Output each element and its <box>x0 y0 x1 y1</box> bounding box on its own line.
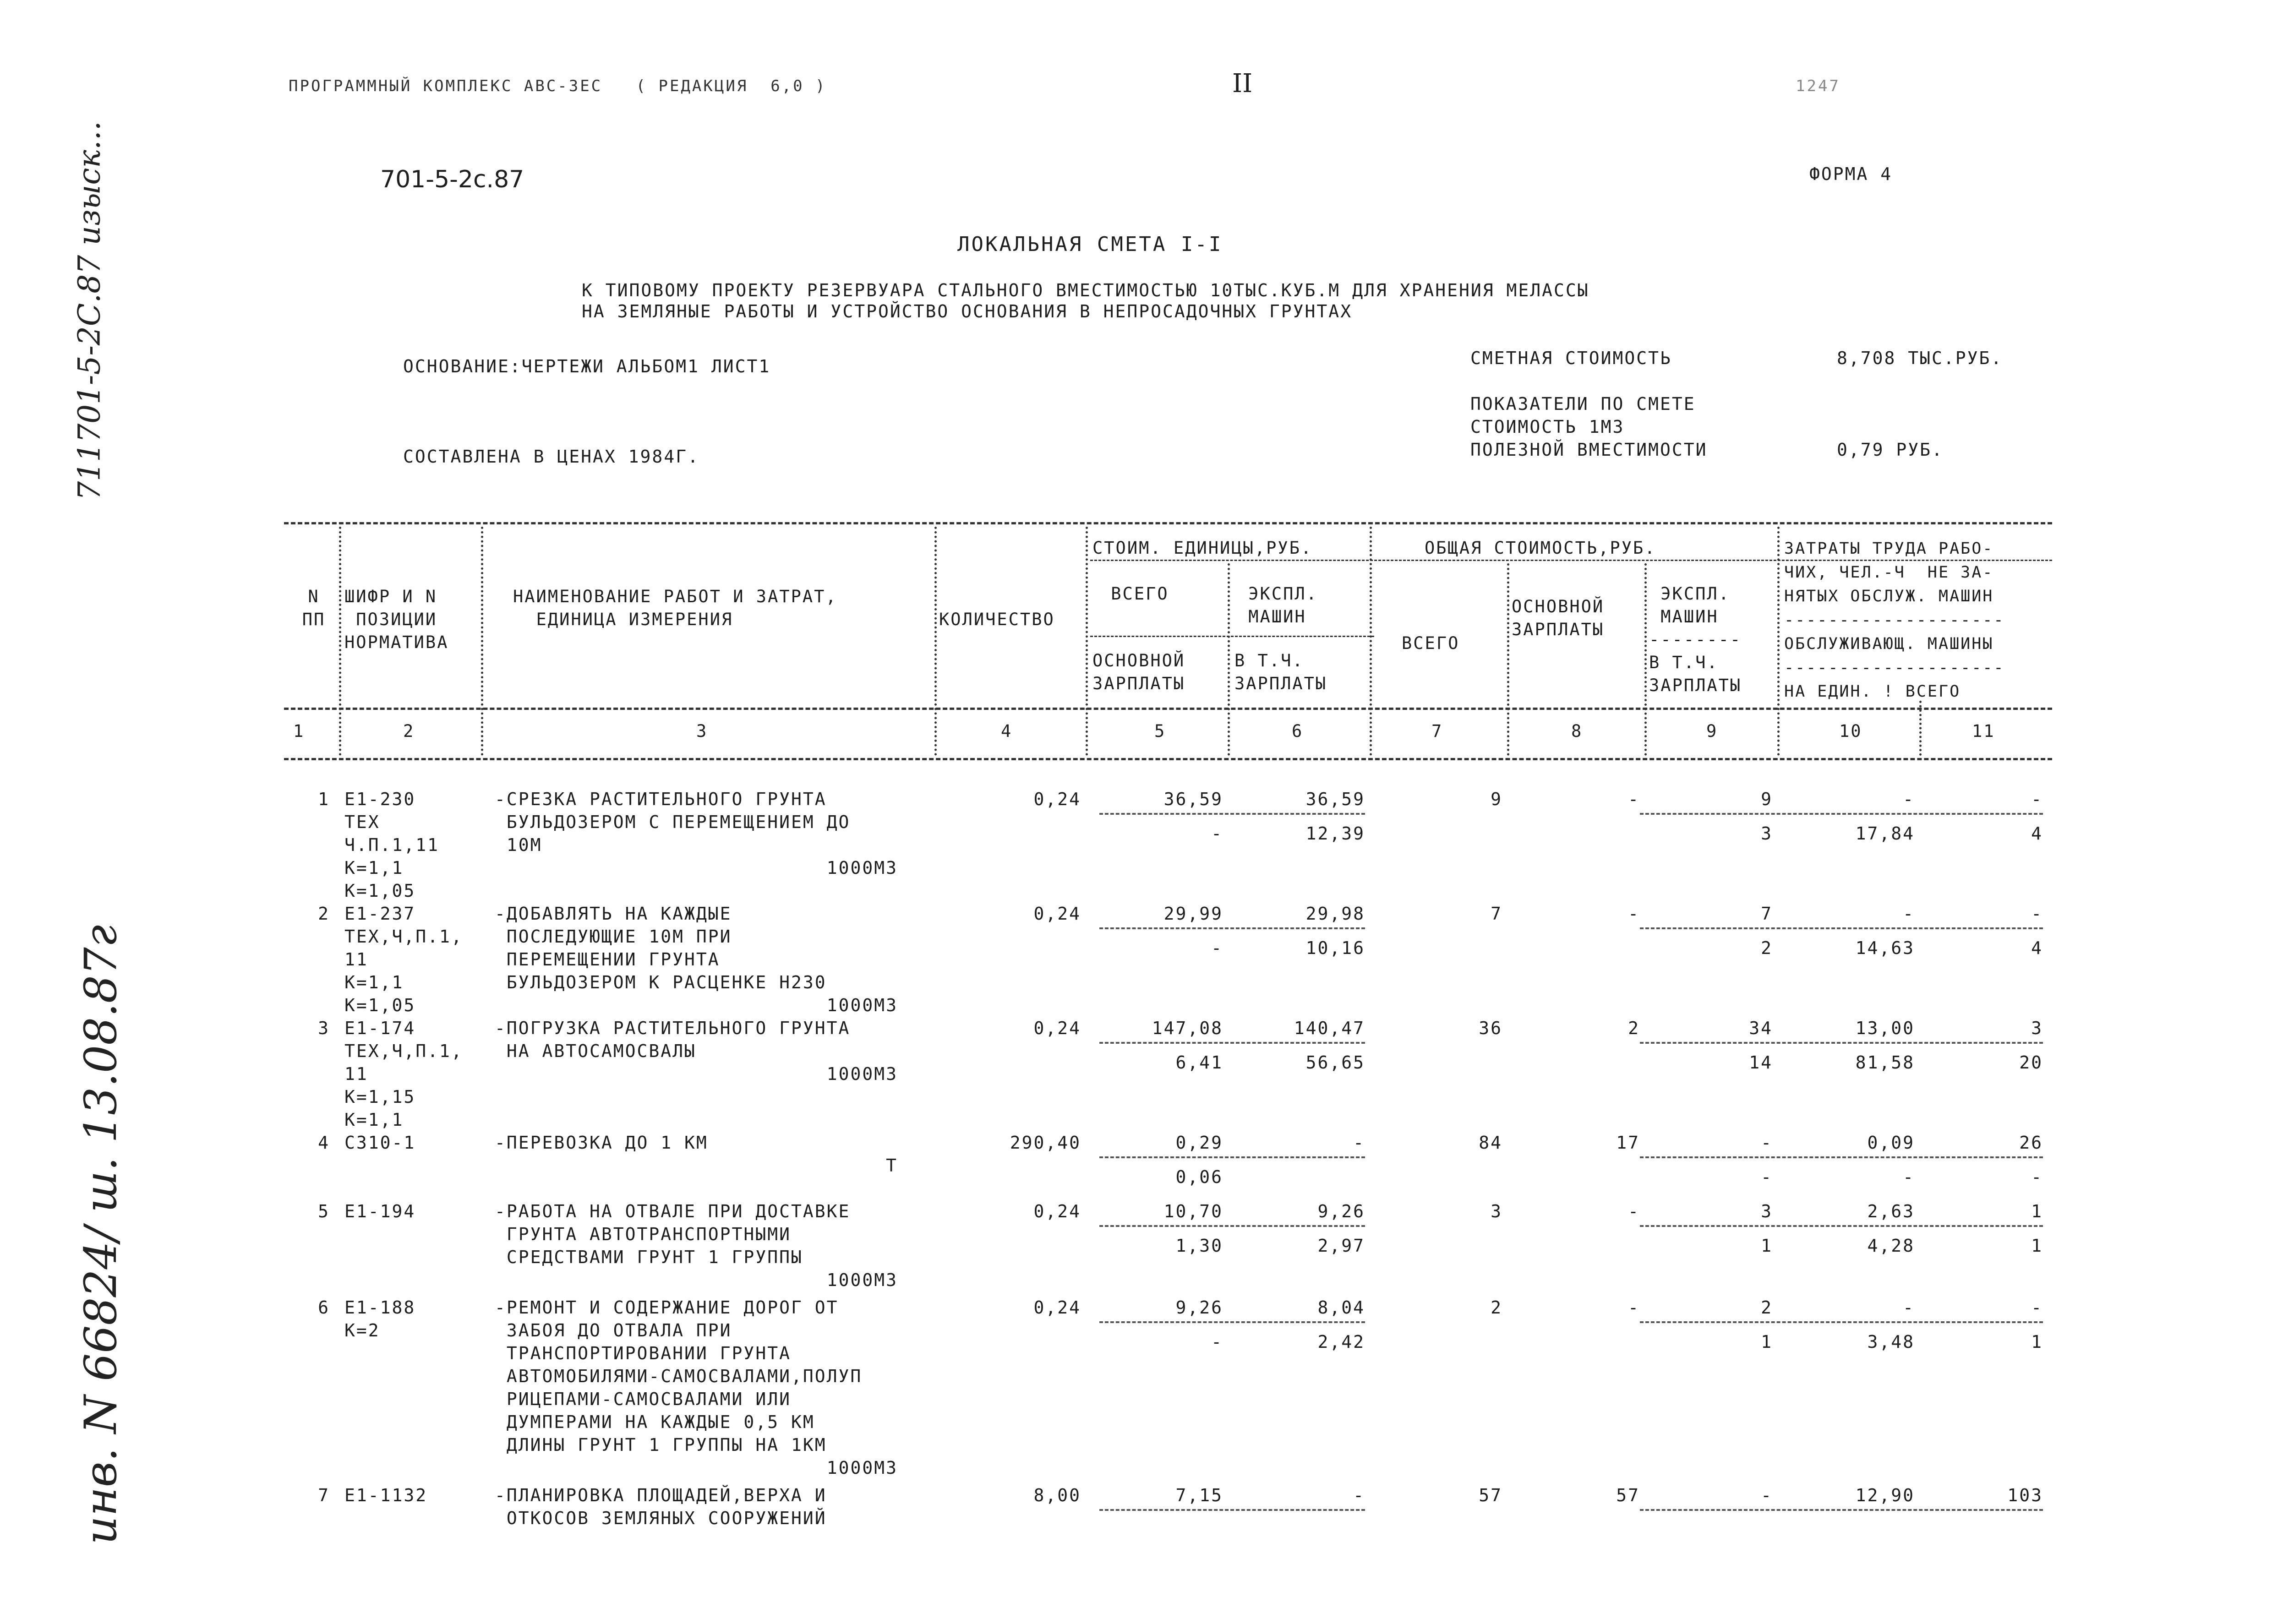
cell-row-number: 6 <box>318 1297 330 1318</box>
cell-unit-total: 7,15 <box>1175 1485 1223 1505</box>
cell-total-wages: - <box>1628 904 1640 924</box>
header-col-5a: ВСЕГО <box>1099 584 1169 604</box>
cell-total: 36 <box>1479 1018 1502 1038</box>
program-header: ПРОГРАММНЫЙ КОМПЛЕКС АВС-3ЕС ( РЕДАКЦИЯ 6,0 ) <box>289 77 827 95</box>
indicators-line-3: ПОЛЕЗНОЙ ВМЕСТИМОСТИ <box>1470 440 1708 460</box>
margin-note-top: 711701-5-2С.87 изыск... <box>71 121 107 501</box>
cell-total-wages: 2 <box>1628 1018 1640 1038</box>
indicators-line-1: ПОКАЗАТЕЛИ ПО СМЕТЕ <box>1470 394 1696 414</box>
cell-labor-total: - <box>2031 1297 2043 1318</box>
cell-divider <box>1099 1321 1365 1323</box>
col-number-5: 5 <box>1154 721 1166 741</box>
cell-labor-per-unit: - <box>1903 904 1915 924</box>
cell-labor-machines-total: - <box>2031 1167 2043 1187</box>
cell-divider <box>1640 927 2043 929</box>
cell-norm-code: С310-1 <box>344 1133 416 1153</box>
header-col-4: КОЛИЧЕСТВО <box>939 610 1055 629</box>
cell-total-machine-wages: 3 <box>1761 823 1773 844</box>
indicators-value: 0,79 РУБ. <box>1837 440 1944 460</box>
cell-total-machine-wages: 1 <box>1761 1236 1773 1256</box>
cell-labor-total: 3 <box>2031 1018 2043 1038</box>
cell-unit: Т <box>886 1155 898 1176</box>
form-label: ФОРМА 4 <box>1809 164 1893 184</box>
cell-total-machines: 7 <box>1761 904 1773 924</box>
col-number-3: 3 <box>696 721 708 741</box>
col-sep-6 <box>1370 527 1372 756</box>
cell-unit-total: 10,70 <box>1163 1201 1223 1221</box>
cell-labor-machines-total: 1 <box>2031 1332 2043 1352</box>
cell-divider <box>1099 1509 1365 1511</box>
cell-unit: 1000М3 <box>826 1064 898 1084</box>
cell-labor-total: 1 <box>2031 1201 2043 1221</box>
cell-total: 57 <box>1479 1485 1502 1505</box>
cell-total: 2 <box>1491 1297 1502 1318</box>
margin-note-bottom: инв. N 66824/ ш. 13.08.87г <box>75 925 126 1545</box>
cell-work-name: -РЕМОНТ И СОДЕРЖАНИЕ ДОРОГ ОТ ЗАБОЯ ДО ОТВАЛА ПРИ ТРАНСПОРТИРОВАНИИ ГРУНТА АВТОМОБИЛЯМИ-САМОСВАЛАМИ,ПОЛУП РИЦЕПАМИ-САМОСВАЛАМИ ИЛИ ДУМПЕРАМИ НА КАЖДЫЕ 0,5 КМ ДЛИНЫ ГРУНТ 1 ГРУППЫ НА 1КМ <box>495 1297 863 1455</box>
project-code: 701-5-2с.87 <box>380 166 524 193</box>
cell-labor-total: - <box>2031 789 2043 809</box>
cell-quantity: 290,40 <box>1010 1133 1081 1153</box>
estimated-cost-label: СМЕТНАЯ СТОИМОСТЬ <box>1470 348 1672 368</box>
cell-labor-per-unit: - <box>1903 789 1915 809</box>
cell-labor-machines-total: 4 <box>2031 823 2043 844</box>
header-group-labor: ЗАТРАТЫ ТРУДА РАБО- ЧИХ, ЧЕЛ.-Ч НЕ ЗА- НЯТЫХ ОБСЛУЖ. МАШИН -------------------- ОБСЛУЖИВАЮЩ. МАШИНЫ -------------------- НА ЕДИН. ! ВСЕГО <box>1784 540 2005 701</box>
cell-unit-total: 9,26 <box>1175 1297 1223 1318</box>
cell-divider <box>1099 1225 1365 1227</box>
col-sep-3 <box>934 527 937 756</box>
cell-work-name: -ДОБАВЛЯТЬ НА КАЖДЫЕ ПОСЛЕДУЮЩИЕ 10М ПРИ ПЕРЕМЕЩЕНИИ ГРУНТА БУЛЬДОЗЕРОМ К РАСЦЕНКЕ Н230 <box>495 904 827 992</box>
cell-row-number: 1 <box>318 789 330 809</box>
header-col-9: ЭКСПЛ. МАШИН -------- В Т.Ч. ЗАРПЛАТЫ <box>1649 584 1742 695</box>
page-number: II <box>1232 69 1253 98</box>
header-group-unit-cost: СТОИМ. ЕДИНИЦЫ,РУБ. <box>1092 538 1313 558</box>
cell-total: 84 <box>1479 1133 1502 1153</box>
cell-norm-code: Е1-237 ТЕХ,Ч,П.1, 11 К=1,1 К=1,05 <box>344 904 463 1015</box>
cell-total-wages: - <box>1628 789 1640 809</box>
cell-unit-wages: 1,30 <box>1175 1236 1223 1256</box>
cell-norm-code: Е1-188 К=2 <box>344 1297 416 1341</box>
cell-total-wages: 17 <box>1616 1133 1640 1153</box>
sheet-number: 1247 <box>1796 77 1841 95</box>
cell-quantity: 8,00 <box>1033 1485 1081 1505</box>
cell-work-name: -ПЛАНИРОВКА ПЛОЩАДЕЙ,ВЕРХА И ОТКОСОВ ЗЕМЛЯНЫХ СООРУЖЕНИЙ <box>495 1485 827 1528</box>
header-col-8: ОСНОВНОЙ ЗАРПЛАТЫ <box>1512 597 1605 639</box>
cell-work-name: -СРЕЗКА РАСТИТЕЛЬНОГО ГРУНТА БУЛЬДОЗЕРОМ С ПЕРЕМЕЩЕНИЕМ ДО 10М <box>495 789 851 855</box>
cell-total: 3 <box>1491 1201 1502 1221</box>
price-level-text: СОСТАВЛЕНА В ЦЕНАХ 1984Г. <box>403 447 699 467</box>
cell-total: 7 <box>1491 904 1502 924</box>
cell-quantity: 0,24 <box>1033 789 1081 809</box>
header-col-6b: В Т.Ч. ЗАРПЛАТЫ <box>1234 651 1327 693</box>
cell-divider <box>1640 1225 2043 1227</box>
cell-unit-machines: 9,26 <box>1317 1201 1365 1221</box>
cell-unit-machines: - <box>1353 1133 1365 1153</box>
cell-divider <box>1640 1509 2043 1511</box>
col-number-8: 8 <box>1571 721 1583 741</box>
cell-total-machines: - <box>1761 1133 1773 1153</box>
cell-divider <box>1640 1156 2043 1158</box>
cell-unit-total: 147,08 <box>1152 1018 1223 1038</box>
cell-labor-machines-per-unit: 17,84 <box>1855 823 1915 844</box>
header-col-2: ШИФР И N ПОЗИЦИИ НОРМАТИВА <box>344 587 449 652</box>
cell-unit-total: 29,99 <box>1163 904 1223 924</box>
col-sep-1 <box>339 527 341 756</box>
cell-norm-code: Е1-194 <box>344 1201 416 1221</box>
header-group-total-cost: ОБЩАЯ СТОИМОСТЬ,РУБ. <box>1425 538 1656 558</box>
cell-unit: 1000М3 <box>826 1270 898 1290</box>
cell-labor-machines-per-unit: 81,58 <box>1855 1052 1915 1073</box>
cell-row-number: 5 <box>318 1201 330 1221</box>
col-number-10: 10 <box>1839 721 1862 741</box>
cell-unit-wages: - <box>1211 1332 1223 1352</box>
cell-unit-machines: 8,04 <box>1317 1297 1365 1318</box>
cell-row-number: 7 <box>318 1485 330 1505</box>
cell-unit-machines: 140,47 <box>1294 1018 1365 1038</box>
header-col-1: N ПП <box>302 587 326 629</box>
cell-unit: 1000М3 <box>826 858 898 878</box>
cell-work-name: -РАБОТА НА ОТВАЛЕ ПРИ ДОСТАВКЕ ГРУНТА АВТОТРАНСПОРТНЫМИ СРЕДСТВАМИ ГРУНТ 1 ГРУППЫ <box>495 1201 851 1267</box>
header-col-5b: ОСНОВНОЙ ЗАРПЛАТЫ <box>1092 651 1185 693</box>
cell-total-machine-wages: 2 <box>1761 938 1773 958</box>
col-sep-4 <box>1086 527 1088 756</box>
cell-total-wages: - <box>1628 1297 1640 1318</box>
cell-unit-wages: 6,41 <box>1175 1052 1223 1073</box>
cell-divider <box>1099 1042 1365 1044</box>
indicators-line-2: СТОИМОСТЬ 1М3 <box>1470 417 1625 437</box>
document-subtitle-1: К ТИПОВОМУ ПРОЕКТУ РЕЗЕРВУАРА СТАЛЬНОГО ВМЕСТИМОСТЬЮ 10ТЫС.КУБ.М ДЛЯ ХРАНЕНИЯ МЕЛАССЫ <box>582 280 1589 300</box>
document-title: ЛОКАЛЬНАЯ СМЕТА I-I <box>957 233 1223 256</box>
col-number-9: 9 <box>1706 721 1718 741</box>
cell-unit-total: 36,59 <box>1163 789 1223 809</box>
cell-labor-machines-per-unit: - <box>1903 1167 1915 1187</box>
table-rule-head-bottom <box>284 708 2052 710</box>
cell-unit-wages: - <box>1211 938 1223 958</box>
col-number-1: 1 <box>293 721 305 741</box>
cell-unit-machines: - <box>1353 1485 1365 1505</box>
cell-total-machines: - <box>1761 1485 1773 1505</box>
cell-unit-machine-wages: 12,39 <box>1305 823 1365 844</box>
cell-row-number: 4 <box>318 1133 330 1153</box>
cell-labor-machines-total: 20 <box>2019 1052 2043 1073</box>
col-number-6: 6 <box>1292 721 1304 741</box>
cell-labor-machines-per-unit: 14,63 <box>1855 938 1915 958</box>
document-subtitle-2: НА ЗЕМЛЯНЫЕ РАБОТЫ И УСТРОЙСТВО ОСНОВАНИЯ В НЕПРОСАДОЧНЫХ ГРУНТАХ <box>582 301 1353 322</box>
cell-labor-per-unit: 12,90 <box>1855 1485 1915 1505</box>
cell-quantity: 0,24 <box>1033 1201 1081 1221</box>
cell-unit-wages: - <box>1211 823 1223 844</box>
cell-norm-code: Е1-230 ТЕХ Ч.П.1,11 К=1,1 К=1,05 <box>344 789 440 901</box>
table-rule-sub <box>1090 636 1374 637</box>
cell-divider <box>1640 813 2043 815</box>
cell-unit-machines: 29,98 <box>1305 904 1365 924</box>
cell-unit-machine-wages: 2,97 <box>1317 1236 1365 1256</box>
col-sep-2 <box>481 527 483 756</box>
table-rule-nums-bottom <box>284 758 2052 760</box>
cell-labor-per-unit: 2,63 <box>1867 1201 1915 1221</box>
cell-divider <box>1099 1156 1365 1158</box>
cell-labor-machines-per-unit: 3,48 <box>1867 1332 1915 1352</box>
cell-total-machines: 9 <box>1761 789 1773 809</box>
basis-text: ОСНОВАНИЕ:ЧЕРТЕЖИ АЛЬБОМ1 ЛИСТ1 <box>403 356 771 376</box>
cell-labor-per-unit: - <box>1903 1297 1915 1318</box>
cell-work-name: -ПЕРЕВОЗКА ДО 1 КМ <box>495 1133 708 1153</box>
cell-work-name: -ПОГРУЗКА РАСТИТЕЛЬНОГО ГРУНТА НА АВТОСАМОСВАЛЫ <box>495 1018 851 1061</box>
cell-total-wages: 57 <box>1616 1485 1640 1505</box>
col-sep-9 <box>1777 527 1780 756</box>
cell-quantity: 0,24 <box>1033 1018 1081 1038</box>
cell-total-machine-wages: 14 <box>1749 1052 1773 1073</box>
cell-divider <box>1640 1321 2043 1323</box>
cell-labor-per-unit: 13,00 <box>1855 1018 1915 1038</box>
header-col-7: ВСЕГО <box>1402 633 1460 653</box>
header-col-3: НАИМЕНОВАНИЕ РАБОТ И ЗАТРАТ, ЕДИНИЦА ИЗМЕРЕНИЯ <box>513 587 837 629</box>
cell-labor-per-unit: 0,09 <box>1867 1133 1915 1153</box>
cell-total-wages: - <box>1628 1201 1640 1221</box>
cell-divider <box>1099 813 1365 815</box>
col-sep-7 <box>1507 563 1509 756</box>
cell-total: 9 <box>1491 789 1502 809</box>
cell-unit-machine-wages: 2,42 <box>1317 1332 1365 1352</box>
cell-norm-code: Е1-1132 <box>344 1485 428 1505</box>
cell-labor-total: 26 <box>2019 1133 2043 1153</box>
cell-total-machines: 2 <box>1761 1297 1773 1318</box>
cell-labor-machines-total: 1 <box>2031 1236 2043 1256</box>
col-number-2: 2 <box>403 721 415 741</box>
cell-row-number: 3 <box>318 1018 330 1038</box>
col-sep-5 <box>1228 563 1230 756</box>
header-col-6a: ЭКСПЛ. МАШИН <box>1248 584 1318 627</box>
cell-row-number: 2 <box>318 904 330 924</box>
cell-quantity: 0,24 <box>1033 1297 1081 1318</box>
cell-divider <box>1640 1042 2043 1044</box>
cell-unit-total: 0,29 <box>1175 1133 1223 1153</box>
cell-unit-machine-wages: 56,65 <box>1305 1052 1365 1073</box>
cell-divider <box>1099 927 1365 929</box>
estimated-cost-value: 8,708 ТЫС.РУБ. <box>1837 348 2003 368</box>
cell-unit-machine-wages: 10,16 <box>1305 938 1365 958</box>
col-sep-10 <box>1919 701 1922 756</box>
cell-total-machine-wages: 1 <box>1761 1332 1773 1352</box>
table-rule-top <box>284 522 2052 524</box>
cell-total-machines: 3 <box>1761 1201 1773 1221</box>
cell-unit-machines: 36,59 <box>1305 789 1365 809</box>
cell-unit: 1000М3 <box>826 995 898 1015</box>
cell-quantity: 0,24 <box>1033 904 1081 924</box>
col-number-11: 11 <box>1972 721 1995 741</box>
col-sep-8 <box>1644 563 1647 756</box>
cell-total-machine-wages: - <box>1761 1167 1773 1187</box>
cell-labor-machines-per-unit: 4,28 <box>1867 1236 1915 1256</box>
cell-labor-machines-total: 4 <box>2031 938 2043 958</box>
cell-unit-wages: 0,06 <box>1175 1167 1223 1187</box>
col-number-7: 7 <box>1431 721 1443 741</box>
cell-labor-total: - <box>2031 904 2043 924</box>
col-number-4: 4 <box>1001 721 1013 741</box>
cell-total-machines: 34 <box>1749 1018 1773 1038</box>
cell-unit: 1000М3 <box>826 1458 898 1478</box>
cell-labor-total: 103 <box>2007 1485 2043 1505</box>
cell-norm-code: Е1-174 ТЕХ,Ч,П.1, 11 К=1,15 К=1,1 <box>344 1018 463 1130</box>
